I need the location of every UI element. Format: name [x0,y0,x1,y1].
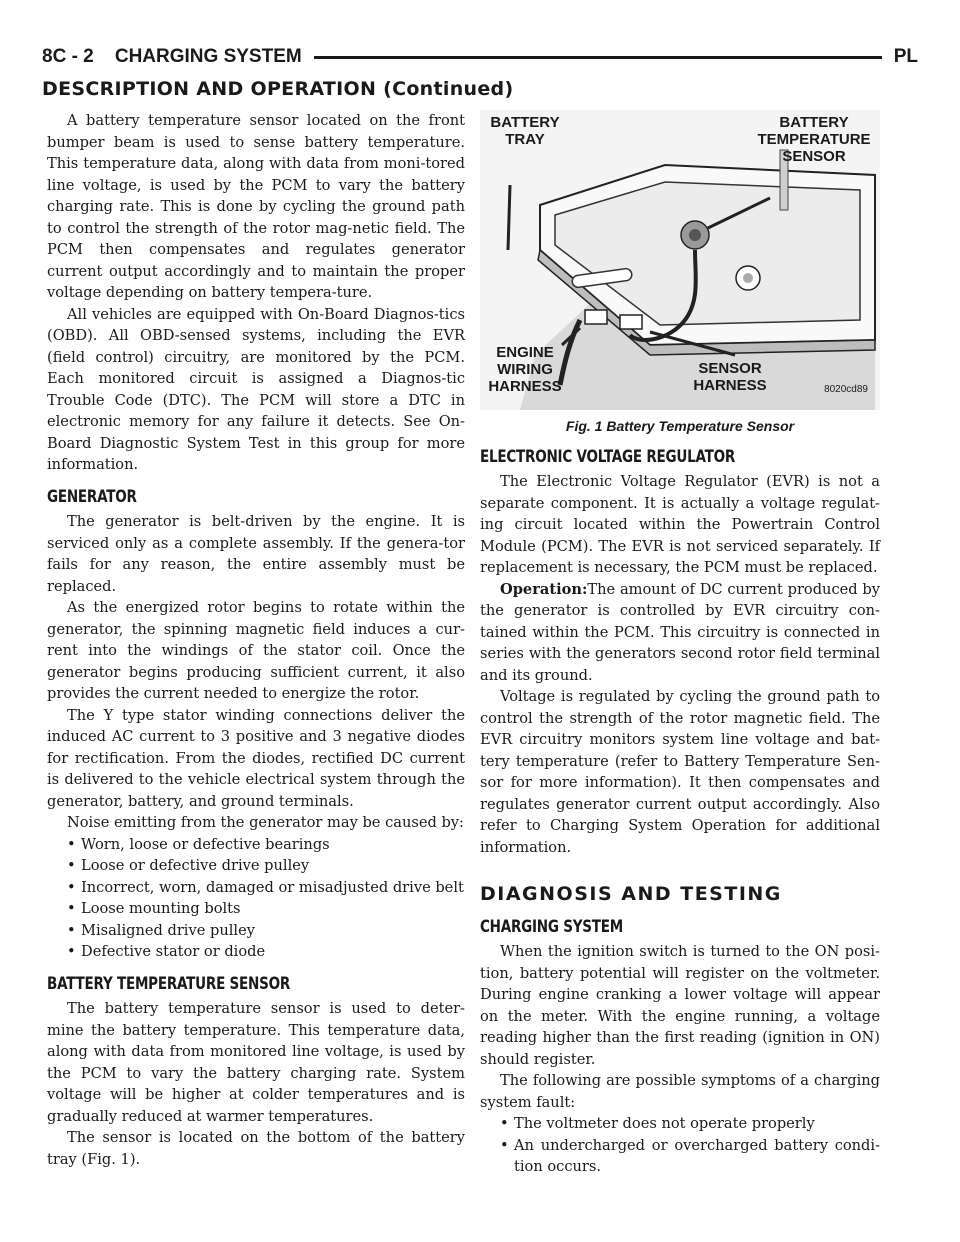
bts-paragraph-2: The sensor is located on the bottom of the battery tray (Fig. 1). [47,1129,465,1168]
list-item: • Worn, loose or defective bearings [67,834,465,856]
list-item: • Loose mounting bolts [67,898,465,920]
list-item: • The voltmeter does not operate properly [500,1113,880,1135]
list-item: • Loose or defective drive pulley [67,855,465,877]
charging-paragraph-1: When the ignition switch is turned to the ON posi-tion, battery potential will register on the voltmeter. During engine cranking a lower voltage will appear on the meter. With the engine running, a voltage reading higher than the first reading (ignition in ON) should register. [480,943,880,1068]
generator-paragraph-2: As the energized rotor begins to rotate within the generator, the spinning magnetic field induces a cur-rent into the windings of the stator coil. Once the generator begins producing sufficient current, it also provides the current needed to energize the rotor. [47,599,465,702]
list-item: • Defective stator or diode [67,941,465,963]
intro-paragraph-1: A battery temperature sensor located on the front bumper beam is used to sense battery temperature. This temperature data, along with data from moni-tored line voltage, is used by the PCM to vary the battery charging rate. This is done by cycling the ground path to control the strength of the rotor mag-netic field. The PCM then compensates and regulates generator current output accordingly and to maintain the proper voltage depending on battery tempera-ture. [47,112,465,301]
header-model-code: PL [893,46,918,67]
left-column [47,110,465,1170]
noise-causes-list [47,834,465,963]
evr-paragraph-1: The Electronic Voltage Regulator (EVR) is not a separate component. It is actually a voltage regulat-ing circuit located within the Powertrain Control Module (PCM). The EVR is not serviced separately. If replacement is necessary, the PCM must be replaced. [480,473,880,576]
battery-temp-sensor-heading: BATTERY TEMPERATURE SENSOR [47,973,291,993]
label-sensor-harness: SENSOR HARNESS [693,360,767,394]
evr-paragraph-2 [480,579,880,687]
bts-paragraph-1: The battery temperature sensor is used to deter-mine the battery temperature. This temperature data, along with data from monitored line voltage, is used by the PCM to vary the battery charging rate. System voltage will be higher at colder temperatures and is gradually reduced at warmer temperatures. [47,1000,465,1125]
page-header [42,44,918,70]
generator-paragraph-1: The generator is belt-driven by the engine. It is serviced only as a complete assembly. If the genera-tor fails for any reason, the entire assembly must be replaced. [47,513,465,595]
label-battery-temperature-sensor: BATTERY TEMPERATURE SENSOR [757,114,871,165]
label-battery-tray: BATTERY TRAY [490,114,560,148]
diagnosis-testing-heading: DIAGNOSIS AND TESTING [480,883,782,905]
label-engine-wiring-harness: ENGINE WIRING HARNESS [488,344,562,395]
operation-label: Operation: [500,580,588,598]
figure-code: 8020cd89 [824,384,868,395]
charging-paragraph-2: The following are possible symptoms of a charging system fault: [480,1072,880,1111]
list-item: • An undercharged or overcharged battery condi-tion occurs. [500,1135,880,1178]
generator-heading: GENERATOR [47,486,137,506]
header-section-title: 8C - 2 CHARGING SYSTEM [42,46,302,67]
list-item: • Incorrect, worn, damaged or misadjusted drive belt [67,877,465,899]
operation-text: The amount of DC current produced by the generator is controlled by EVR circuitry con-tained within the PCM. This circuitry is connected in series with the generators second rotor field terminal and its ground. [480,580,880,684]
generator-paragraph-4: Noise emitting from the generator may be caused by: [67,814,464,831]
right-column [480,110,880,1178]
section-continued-title: DESCRIPTION AND OPERATION (Continued) [42,78,514,100]
evr-paragraph-3: Voltage is regulated by cycling the ground path to control the strength of the rotor magnetic field. The EVR circuitry monitors system line voltage and bat-tery temperature (refer to Battery Temperature Sen-sor for more information). It then compensates and regulates generator current output accordingly. Also refer to Charging System Operation for additional information. [480,688,880,856]
evr-heading: ELECTRONIC VOLTAGE REGULATOR [480,446,736,466]
list-item: • Misaligned drive pulley [67,920,465,942]
battery-tray-figure [480,110,880,410]
header-rule [314,56,882,59]
figure-caption: Fig. 1 Battery Temperature Sensor [565,418,795,434]
charging-system-heading: CHARGING SYSTEM [480,916,623,936]
symptoms-list [480,1113,880,1178]
generator-paragraph-3: The Y type stator winding connections deliver the induced AC current to 3 positive and 3 negative diodes for rectification. From the diodes, rectified DC current is delivered to the vehicle electrical system through the generator, battery, and ground terminals. [47,706,465,810]
intro-paragraph-2: All vehicles are equipped with On-Board Diagnos-tics (OBD). All OBD-sensed systems, including the EVR (field control) circuitry, are monitored by the PCM. Each monitored circuit is assigned a Diagnos-tic Trouble Code (DTC). The PCM will store a DTC in electronic memory for any failure it detects. See On-Board Diagnostic System Test in this group for more information. [47,305,465,473]
